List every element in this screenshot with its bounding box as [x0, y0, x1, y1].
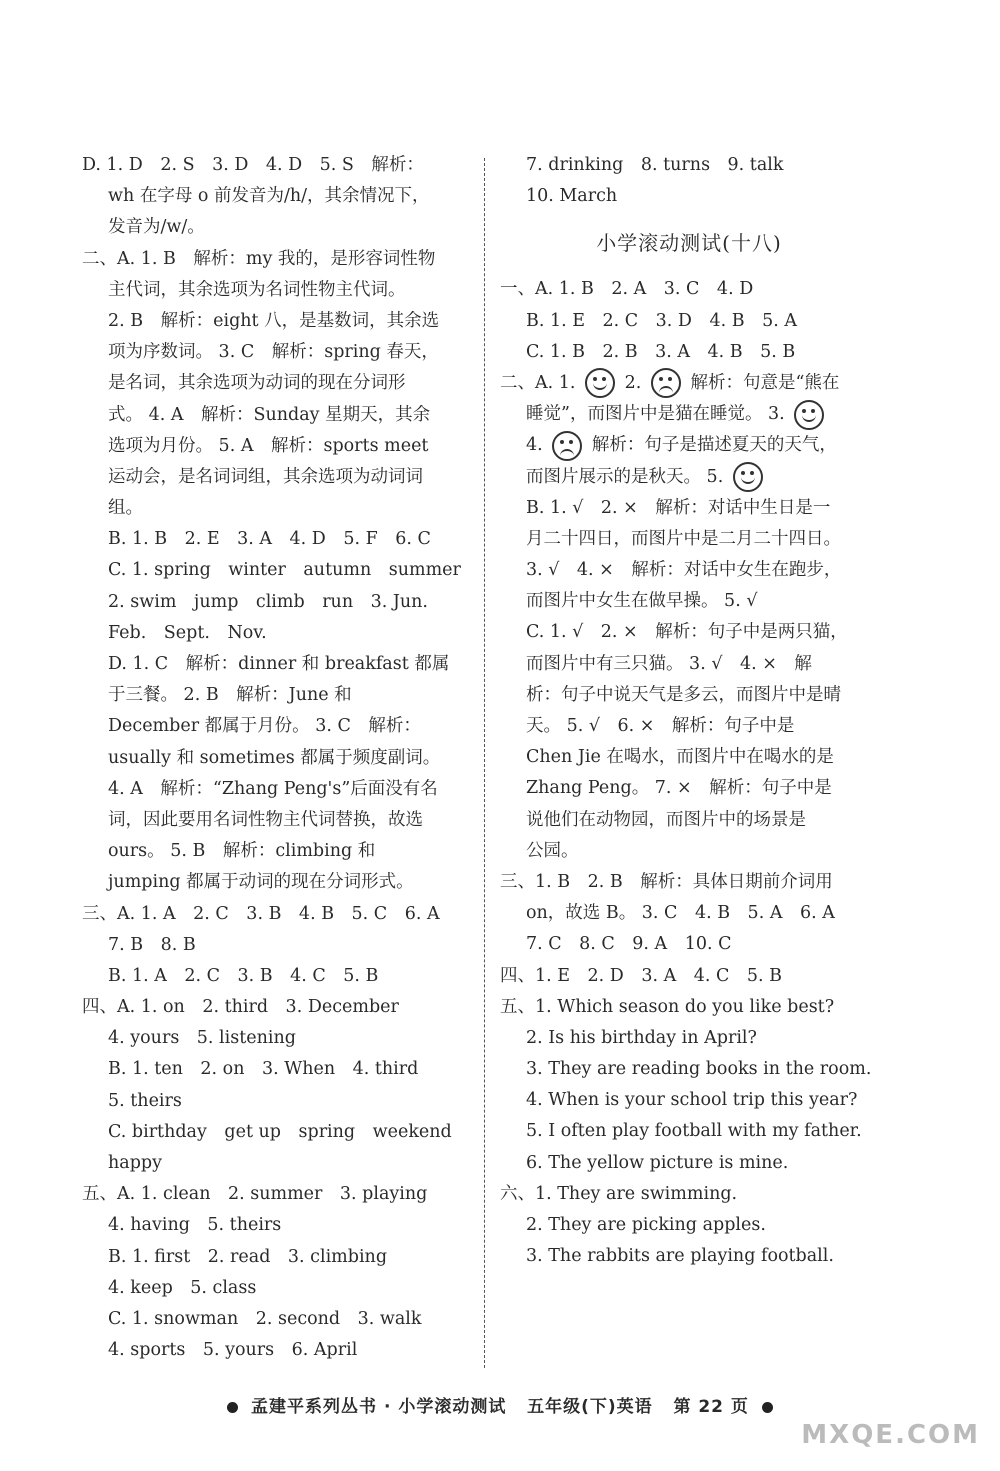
page-footer: [0, 1392, 1000, 1417]
answer-line: 4. having 5. theirs: [108, 1215, 282, 1236]
answer-line: C. 1. B 2. B 3. A 4. B 5. B: [526, 341, 796, 362]
answer-line: December 都属于月份。 3. C 解析：: [108, 716, 421, 737]
right-column: [500, 150, 878, 1272]
answer-line: 月二十四日，而图片中是二月二十四日。: [526, 528, 841, 549]
bullet-dot-icon: [227, 1402, 238, 1413]
smiley-face-icon: [794, 400, 824, 430]
answer-line: [500, 462, 878, 493]
answer-text: 而图片展示的是秋天。 5.: [526, 466, 724, 487]
sad-face-icon: [651, 368, 681, 398]
answer-line: 3. √ 4. × 解析：对话中女生在跑步，: [526, 560, 842, 581]
answer-line: 主代词，其余选项为名词性物主代词。: [108, 279, 406, 300]
answer-line: 四、A. 1. on 2. third 3. December: [82, 997, 399, 1018]
answer-line: B. 1. B 2. E 3. A 4. D 5. F 6. C: [108, 529, 431, 550]
answer-line: B. 1. first 2. read 3. climbing: [108, 1246, 388, 1267]
answer-line: [500, 399, 878, 430]
answer-line: D. 1. C 解析：dinner 和 breakfast 都属: [108, 654, 450, 674]
answer-line: 2. B 解析：eight 八，是基数词，其余选: [108, 310, 440, 331]
answer-line: 一、A. 1. B 2. A 3. C 4. D: [500, 279, 754, 300]
answer-line: 而图片中有三只猫。 3. √ 4. × 解: [526, 653, 812, 674]
answer-line: 2. swim jump climb run 3. Jun.: [108, 591, 428, 612]
answer-line: 四、1. E 2. D 3. A 4. C 5. B: [500, 965, 782, 986]
answer-line: 2. They are picking apples.: [526, 1215, 766, 1235]
face-label: 4.: [526, 435, 543, 456]
answer-line: happy: [108, 1153, 162, 1173]
watermark: MXQE.COM: [801, 1420, 980, 1450]
smiley-face-icon: [585, 368, 615, 398]
answer-line: 2. Is his birthday in April?: [526, 1027, 757, 1048]
answer-line: C. 1. √ 2. × 解析：句子中是两只猫，: [526, 622, 848, 643]
answer-line: 天。 5. √ 6. × 解析：句子中是: [526, 716, 795, 736]
answer-line: 3. They are reading books in the room.: [526, 1059, 872, 1080]
book-name: 小学滚动测试: [398, 1397, 507, 1417]
answer-line: 公园。: [526, 840, 579, 861]
answer-line: wh 在字母 o 前发音为/h/，其余情况下，: [108, 186, 430, 207]
answer-line: 是名词，其余选项为动词的现在分词形: [108, 373, 406, 394]
answer-line: 4. A 解析：“Zhang Peng's”后面没有名: [108, 778, 438, 799]
answer-line: 4. When is your school trip this year?: [526, 1090, 858, 1111]
answer-line: jumping 都属于动词的现在分词形式。: [108, 872, 414, 893]
smiley-face-icon: [733, 462, 763, 492]
answer-line: 运动会，是名词词组，其余选项为动词词: [108, 466, 423, 487]
face-label: 二、A. 1.: [500, 372, 576, 393]
answer-line: 7. C 8. C 9. A 10. C: [526, 934, 732, 955]
answer-line: B. 1. A 2. C 3. B 4. C 5. B: [108, 965, 379, 986]
footer-separator: ·: [383, 1397, 392, 1417]
answer-line: C. 1. spring winter autumn summer: [108, 560, 461, 581]
answer-line: 三、A. 1. A 2. C 3. B 4. B 5. C 6. A: [82, 903, 440, 924]
face-label: 2.: [624, 372, 642, 393]
section-title: 小学滚动测试(十八): [596, 231, 782, 256]
answer-line: [500, 430, 878, 461]
sad-face-icon: [552, 431, 582, 461]
answer-text: 睡觉”，而图片中是猫在睡觉。 3.: [526, 404, 785, 425]
answer-line: [500, 368, 878, 399]
answer-line: 10. March: [526, 186, 618, 207]
answer-line: C. 1. snowman 2. second 3. walk: [108, 1308, 422, 1329]
answer-line: 说他们在动物园，而图片中的场景是: [526, 809, 806, 830]
answer-line: Zhang Peng。 7. × 解析：句子中是: [526, 778, 832, 799]
bullet-dot-icon: [762, 1402, 773, 1413]
answer-line: Feb. Sept. Nov.: [108, 622, 267, 643]
answer-text: 解析：句子是描述夏天的天气，: [591, 435, 837, 456]
answer-line: 三、1. B 2. B 解析：具体日期前介词用: [500, 871, 833, 892]
answer-line: D. 1. D 2. S 3. D 4. D 5. S 解析：: [82, 155, 424, 175]
answer-line: 4. sports 5. yours 6. April: [108, 1340, 358, 1361]
answer-line: B. 1. E 2. C 3. D 4. B 5. A: [526, 310, 797, 331]
answer-line: 项为序数词。 3. C 解析：spring 春天，: [108, 342, 439, 363]
answer-line: 6. The yellow picture is mine.: [526, 1152, 789, 1173]
answer-line: usually 和 sometimes 都属于频度副词。: [108, 747, 441, 768]
answer-line: 五、A. 1. clean 2. summer 3. playing: [82, 1184, 428, 1205]
grade-subject: 五年级(下)英语: [527, 1397, 653, 1417]
answer-line: 4. yours 5. listening: [108, 1028, 296, 1049]
answer-line: 5. I often play football with my father.: [526, 1121, 862, 1142]
answer-line: C. birthday get up spring weekend: [108, 1121, 452, 1142]
answer-line: Chen Jie 在喝水，而图片中在喝水的是: [526, 747, 834, 768]
answer-line: on，故选 B。 3. C 4. B 5. A 6. A: [526, 903, 835, 924]
answer-line: 5. theirs: [108, 1090, 182, 1111]
answer-line: 六、1. They are swimming.: [500, 1183, 738, 1204]
answer-line: 7. B 8. B: [108, 934, 196, 955]
answer-line: 7. drinking 8. turns 9. talk: [526, 155, 784, 175]
answer-line: 析：句子中说天气是多云，而图片中是晴: [526, 684, 841, 705]
column-divider: [484, 158, 485, 1368]
answer-line: 组。: [108, 498, 143, 519]
answer-line: 发音为/w/。: [108, 217, 205, 238]
answer-text: 解析：句意是“熊在: [690, 372, 840, 393]
answer-line: 3. The rabbits are playing football.: [526, 1246, 834, 1267]
page-number: 第 22 页: [673, 1397, 749, 1417]
answer-line: ours。 5. B 解析：climbing 和: [108, 841, 376, 862]
answer-line: 选项为月份。 5. A 解析：sports meet: [108, 435, 429, 456]
series-name: 孟建平系列丛书: [251, 1397, 378, 1417]
answer-line: 五、1. Which season do you like best?: [500, 996, 835, 1017]
answer-line: 而图片中女生在做早操。 5. √: [526, 591, 758, 612]
answer-line: 词，因此要用名词性物主代词替换，故选: [108, 809, 423, 830]
answer-line: B. 1. ten 2. on 3. When 4. third: [108, 1059, 419, 1080]
answer-line: 二、A. 1. B 解析：my 我的，是形容词性物: [82, 248, 436, 269]
left-column: [82, 150, 467, 1366]
answer-line: 于三餐。 2. B 解析：June 和: [108, 685, 352, 706]
answer-line: 式。 4. A 解析：Sunday 星期天，其余: [108, 404, 431, 425]
answer-line: B. 1. √ 2. × 解析：对话中生日是一: [526, 497, 831, 518]
answer-line: 4. keep 5. class: [108, 1277, 257, 1298]
